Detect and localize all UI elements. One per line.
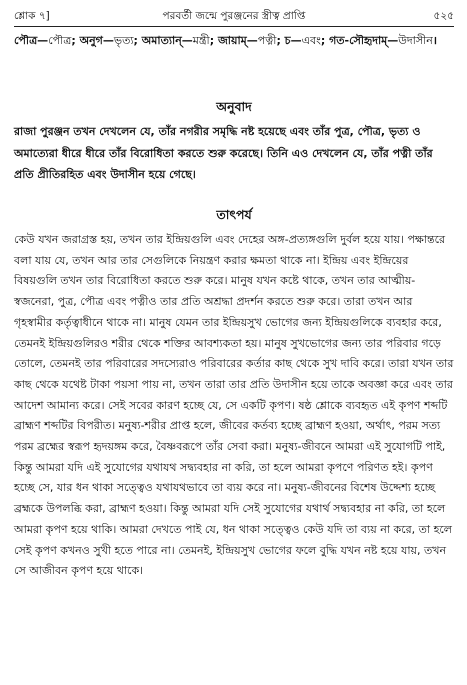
verse-reference: শ্লোক ৭]	[14, 10, 50, 22]
page-header	[14, 9, 454, 23]
header-divider	[14, 26, 454, 27]
synonym-word: গত-সৌহৃদাম্	[329, 34, 388, 47]
synonym-meaning: এবং	[301, 34, 321, 47]
purport-heading: তাৎপর্য	[216, 207, 252, 222]
synonyms: পৌত্র—পৌত্র; অনুগ—ভৃত্য; অমাত্যান্—মন্ত্রী; জায়াম্—পত্নী; চ—এবং; গত-সৌহৃদাম্—উদাসীন।	[14, 34, 437, 47]
translation-text: রাজা পুরঞ্জন তখন দেখলেন যে, তাঁর নগরীর সমৃদ্ধি নষ্ট হয়েছে এবং তাঁর পুত্র, পৌত্র, ভৃত্য ও অমাত্যেরা ধীরে ধীরে তাঁর বিরোধিতা করতে শুরু করেছে। তিনি এও দেখলেন যে, তাঁর পত্নী তাঁর প্রতি প্রীতিরহিত এবং উদাসীন হয়ে গেছে।	[14, 125, 433, 181]
synonym-meaning: উদাসীন	[398, 34, 433, 47]
synonym-word: জায়াম্	[217, 34, 247, 47]
synonym-word: চ	[284, 34, 291, 47]
synonym-word: পৌত্র	[14, 34, 38, 47]
page-number: ৫২৫	[433, 10, 454, 22]
synonym-meaning: পৌত্র	[48, 34, 72, 47]
purport-text: কেউ যখন জরাগ্রস্ত হয়, তখন তার ইন্দ্রিয়গুলি এবং দেহের অঙ্গ-প্রত্যঙ্গগুলি দুর্বল হয়ে যায়। পক্ষান্তরে বলা যায় যে, তখন আর তার সেগুলিকে নিয়ন্ত্রণ করার ক্ষমতা থাকে না। ইন্দ্রিয় এবং ইন্দ্রিয়ের বিষয়গুলি তখন তার বিরোধিতা করতে শুরু করে। মানুষ যখন কষ্টে থাকে, তখন তার আত্মীয়-স্বজনেরা, পুত্র, পৌত্র এবং পত্নীও তার প্রতি অশ্রদ্ধা প্রদর্শন করতে শুরু করে। তারা তখন আর গৃহস্বামীর কর্তৃত্বাধীনে থাকে না। মানুষ যেমন তার ইন্দ্রিয়সুখ ভোগের জন্য ইন্দ্রিয়গুলিকে ব্যবহার করে, তেমনই ইন্দ্রিয়গুলিরও শরীর থেকে শক্তির আবশ্যকতা হয়। মানুষ সুখভোগের জন্য তার পরিবার গড়ে তোলে, তেমনই তার পরিবারের সদস্যেরাও পরিবারের কর্তার কাছ থেকে সুখ দাবি করে। তারা যখন তার কাছ থেকে যথেষ্ট টাকা পয়সা পায় না, তখন তারা তার প্রতি উদাসীন হয়ে তাকে অবজ্ঞা করে এবং তার আদেশ আমান্য করে। সেই সবের কারণ হচ্ছে যে, সে একটি কৃপণ। ষষ্ঠ শ্লোকে ব্যবহৃত এই কৃপণ শব্দটি ব্রাহ্মণ শব্দটির বিপরীত। মনুষ্য-শরীর প্রাপ্ত হলে, জীবের কর্তব্য হচ্ছে ব্রাহ্মণ হওয়া, অর্থাৎ, পরম সত্য পরম ব্রহ্মের স্বরূপ হৃদয়ঙ্গম করে, বৈষ্ণবরূপে তাঁর সেবা করা। মনুষ্য-জীবনে আমরা এই সুযোগটি পাই, কিন্তু আমরা যদি এই সুযোগের যথাযথ সদ্ব্যবহার না করি, তা হলে আমরা কৃপণে পরিণত হই। কৃপণ হচ্ছে সে, যার ধন থাকা সত্ত্বেও যথাযথভাবে তা ব্যয় করে না। মনুষ্য-জীবনের বিশেষ উদ্দেশ্য হচ্ছে ব্রহ্মকে উপলব্ধি করা, ব্রাহ্মণ হওয়া। কিন্তু আমরা যদি সেই সুযোগের যথার্থ সদ্ব্যবহার না করি, তা হলে আমরা কৃপণ হয়ে থাকি। আমরা দেখতে পাই যে, ধন থাকা সত্ত্বেও কেউ যদি তা ব্যয় না করে, তা হলে সেই কৃপণ কখনও সুখী হতে পারে না। তেমনই, ইন্দ্রিয়সুখ ভোগের ফলে বুদ্ধি যখন নষ্ট হয়ে যায়, তখন সে আজীবন কৃপণ হয়ে থাকে।	[14, 233, 454, 578]
synonym-meaning: পত্নী	[257, 34, 277, 47]
synonym-meaning: মন্ত্রী	[192, 34, 210, 47]
synonym-word: অমাত্যান্	[141, 34, 182, 47]
translation-heading: অনুবাদ	[216, 99, 252, 114]
synonym-meaning: ভৃত্য	[113, 34, 134, 47]
synonym-word: অনুগ	[79, 34, 103, 47]
chapter-title: পরবর্তী জন্মে পুরঞ্জনের স্ত্রীত্ব প্রাপ্তি	[162, 10, 306, 22]
